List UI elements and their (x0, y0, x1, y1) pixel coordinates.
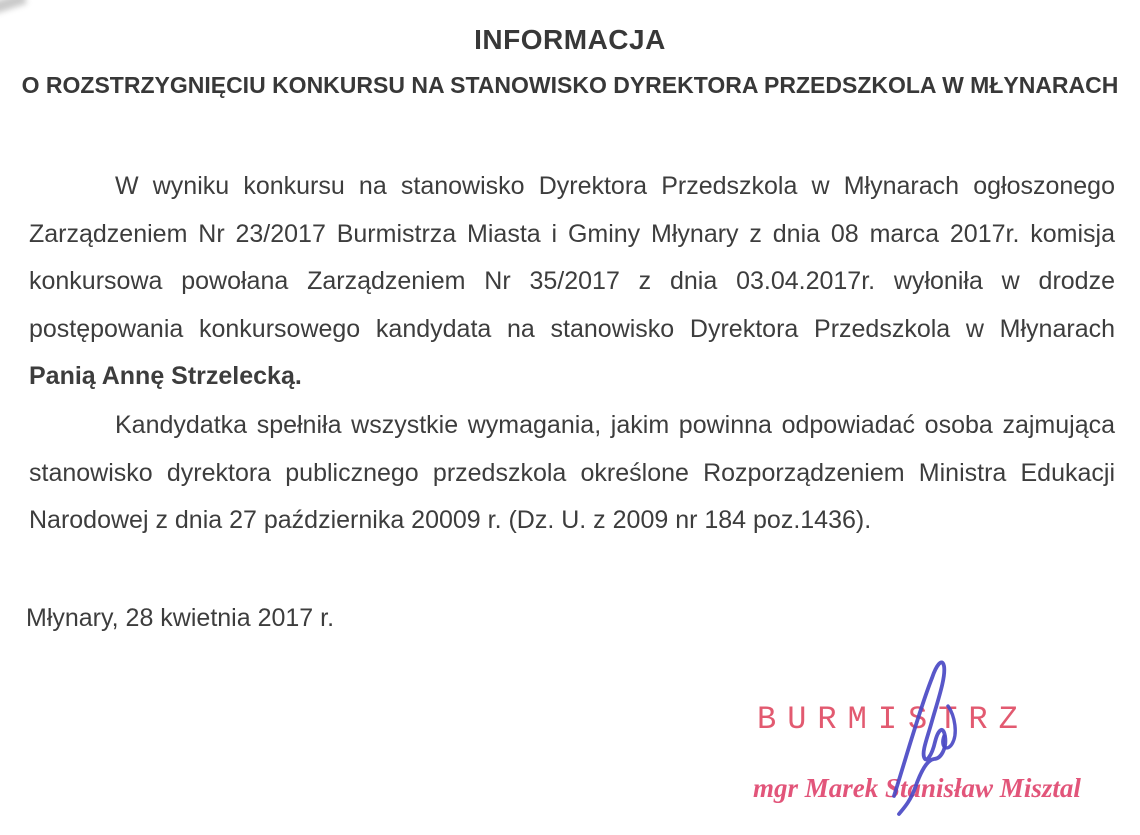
paragraph-1-line-2: Zarządzeniem Nr 23/2017 Burmistrza Miasta i Gminy Młynary z dnia 08 marca 2017r. komisja (29, 219, 1115, 248)
paragraph-1-line-4: postępowania konkursowego kandydata na stanowisko Dyrektora Przedszkola w Młynarach (29, 314, 1115, 343)
paragraph-1 (29, 163, 1115, 401)
paragraph-1-line-1: W wyniku konkursu na stanowisko Dyrektora Przedszkola w Młynarach ogłoszonego (115, 172, 1115, 200)
paragraph-2-line-1: Kandydatka spełniła wszystkie wymagania, jakim powinna odpowiadać osoba zajmująca (115, 411, 1115, 439)
paragraph-1-line-3: konkursowa powołana Zarządzeniem Nr 35/2017 z dnia 03.04.2017r. wyłoniła w drodze (29, 267, 1115, 295)
document-subtitle: O ROZSTRZYGNIĘCIU KONKURSU NA STANOWISKO DYREKTORA PRZEDSZKOLA W MŁYNARACH (21, 72, 1119, 98)
handwritten-signature (858, 646, 978, 826)
stamp-burmistrz-text: BURMISTRZ (757, 701, 1029, 738)
paragraph-2-line-3: Narodowej z dnia 27 października 20009 r. (Dz. U. z 2009 nr 184 poz.1436). (29, 506, 872, 534)
paragraph-2 (29, 402, 1115, 545)
stamp-mayor-name-text: mgr Marek Stanisław Misztal (753, 773, 1081, 803)
paragraph-2-line-2: stanowisko dyrektora publicznego przedszkola określone Rozporządzeniem Ministra Edukacji (29, 458, 1115, 487)
scan-artifact-smudge (0, 0, 27, 14)
paragraph-1-line-5-candidate-name: Panią Annę Strzelecką. (29, 362, 302, 390)
document-title: INFORMACJA (474, 24, 666, 55)
place-and-date-line: Młynary, 28 kwietnia 2017 r. (26, 604, 335, 632)
